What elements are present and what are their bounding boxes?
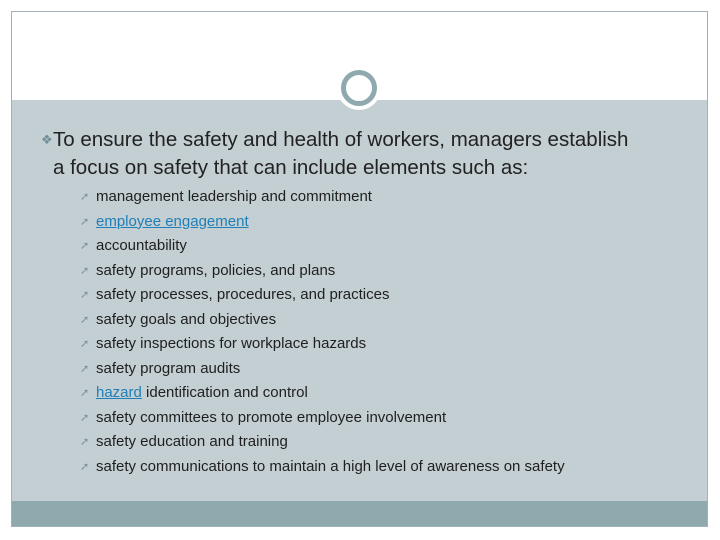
elements-list (80, 185, 565, 479)
list-item (80, 406, 565, 431)
main-bullet-line-2: a focus on safety that can include elements such as: (53, 156, 529, 179)
italic-arrow-bullet-icon: ➚ (80, 313, 90, 326)
list-item-text: identification and control (141, 384, 308, 401)
list-item (80, 234, 565, 259)
italic-arrow-bullet-icon: ➚ (80, 338, 90, 350)
list-item-text: safety programs, policies, and plans (96, 261, 336, 279)
list-item-text: safety goals and objectives (96, 310, 277, 328)
italic-arrow-bullet-icon: ➚ (80, 460, 90, 473)
main-bullet-line-1: To ensure the safety and health of workers, managers establish (53, 128, 629, 151)
list-item-text: management leadership and commitment (96, 188, 372, 205)
ring-inner (341, 70, 377, 106)
list-item (80, 430, 565, 455)
decorative-ring-icon (337, 66, 381, 110)
italic-arrow-bullet-icon: ➚ (80, 191, 90, 203)
italic-arrow-bullet-icon: ➚ (80, 264, 90, 277)
list-item (80, 259, 565, 284)
main-bullet (41, 126, 691, 182)
italic-arrow-bullet-icon: ➚ (80, 215, 90, 228)
list-item-text: safety processes, procedures, and practices (96, 286, 390, 303)
list-item-text: accountability (96, 237, 187, 254)
employee-engagement-link[interactable]: employee engagement (96, 212, 249, 230)
list-item (80, 185, 565, 210)
list-item (80, 283, 565, 308)
italic-arrow-bullet-icon: ➚ (80, 362, 90, 375)
ribbon-bullet-icon: ❖ (41, 132, 53, 147)
list-item (80, 357, 565, 382)
italic-arrow-bullet-icon: ➚ (80, 240, 90, 252)
list-item-text: safety program audits (96, 359, 241, 377)
italic-arrow-bullet-icon: ➚ (80, 436, 90, 448)
list-item-text: safety education and training (96, 433, 288, 450)
hazard-link[interactable]: hazard (96, 384, 142, 401)
italic-arrow-bullet-icon: ➚ (80, 411, 90, 424)
list-item (80, 455, 565, 480)
list-item (80, 308, 565, 333)
slide-footer-band (12, 501, 707, 526)
list-item (80, 381, 565, 406)
list-item-text: safety inspections for workplace hazards (96, 335, 367, 352)
list-item-text: safety communications to maintain a high level of awareness on safety (96, 457, 565, 475)
list-item (80, 210, 565, 235)
list-item (80, 332, 565, 357)
list-item-text: safety committees to promote employee involvement (96, 408, 447, 426)
italic-arrow-bullet-icon: ➚ (80, 289, 90, 301)
italic-arrow-bullet-icon: ➚ (80, 387, 90, 399)
